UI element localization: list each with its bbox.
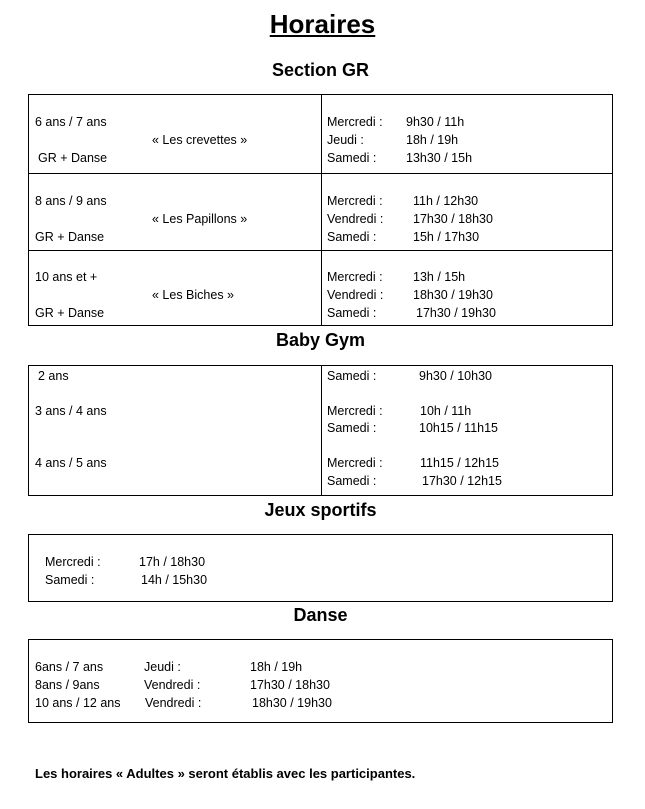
schedule-time: 17h30 / 12h15 bbox=[422, 474, 502, 488]
schedule-day: Vendredi : bbox=[145, 696, 202, 710]
schedule-day: Samedi : bbox=[45, 573, 95, 587]
age-label: 10 ans / 12 ans bbox=[35, 696, 121, 710]
schedule-time: 17h30 / 19h30 bbox=[416, 306, 496, 320]
schedule-day: Vendredi : bbox=[327, 288, 384, 302]
schedule-time: 18h30 / 19h30 bbox=[252, 696, 332, 710]
schedule-day: Samedi : bbox=[327, 230, 377, 244]
baby-gym-table bbox=[28, 365, 613, 496]
column-divider bbox=[321, 366, 322, 495]
age-label: 3 ans / 4 ans bbox=[35, 404, 107, 418]
schedule-day: Mercredi : bbox=[45, 555, 101, 569]
danse-title: Danse bbox=[293, 605, 348, 625]
schedule-time: 17h30 / 18h30 bbox=[250, 678, 330, 692]
schedule-time: 10h / 11h bbox=[420, 404, 472, 418]
schedule-day: Jeudi : bbox=[327, 133, 364, 147]
age-label: 10 ans et + bbox=[35, 270, 98, 284]
schedule-day: Vendredi : bbox=[144, 678, 201, 692]
schedule-time: 17h / 18h30 bbox=[139, 555, 206, 569]
section-gr-title: Section GR bbox=[271, 60, 369, 80]
row-divider bbox=[29, 250, 612, 251]
jeux-sportifs-title: Jeux sportifs bbox=[264, 500, 377, 520]
age-label: 8ans / 9ans bbox=[35, 678, 100, 692]
baby-gym-title: Baby Gym bbox=[275, 330, 366, 350]
schedule-time: 18h / 19h bbox=[250, 660, 303, 674]
schedule-time: 17h30 / 18h30 bbox=[413, 212, 493, 226]
section-gr-table bbox=[28, 94, 613, 326]
schedule-day: Mercredi : bbox=[327, 194, 383, 208]
group-name: « Les Papillons » bbox=[152, 212, 248, 226]
age-label: 2 ans bbox=[38, 369, 69, 383]
row-divider bbox=[29, 173, 612, 174]
age-label: 4 ans / 5 ans bbox=[35, 456, 107, 470]
schedule-time: 11h / 12h30 bbox=[413, 194, 479, 208]
activity-type: GR + Danse bbox=[35, 306, 105, 320]
schedule-time: 18h / 19h bbox=[406, 133, 459, 147]
schedule-day: Jeudi : bbox=[144, 660, 181, 674]
group-name: « Les crevettes » bbox=[152, 133, 248, 147]
schedule-day: Mercredi : bbox=[327, 404, 383, 418]
schedule-day: Samedi : bbox=[327, 474, 377, 488]
schedule-day: Samedi : bbox=[327, 421, 377, 435]
activity-type: GR + Danse bbox=[35, 230, 105, 244]
schedule-day: Mercredi : bbox=[327, 115, 383, 129]
schedule-day: Samedi : bbox=[327, 306, 377, 320]
group-name: « Les Biches » bbox=[152, 288, 234, 302]
schedule-day: Samedi : bbox=[327, 151, 377, 165]
schedule-day: Vendredi : bbox=[327, 212, 384, 226]
schedule-time: 9h30 / 10h30 bbox=[419, 369, 492, 383]
schedule-time: 10h15 / 11h15 bbox=[419, 421, 499, 435]
danse-table bbox=[28, 639, 613, 723]
column-divider bbox=[321, 95, 322, 325]
schedule-time: 9h30 / 11h bbox=[406, 115, 465, 129]
schedule-time: 15h / 17h30 bbox=[413, 230, 480, 244]
schedule-time: 11h15 / 12h15 bbox=[420, 456, 500, 470]
schedule-day: Samedi : bbox=[327, 369, 377, 383]
schedule-day: Mercredi : bbox=[327, 456, 383, 470]
footer-note: Les horaires « Adultes » seront établis avec les participantes. bbox=[35, 766, 416, 781]
activity-type: GR + Danse bbox=[38, 151, 108, 165]
schedule-time: 18h30 / 19h30 bbox=[413, 288, 493, 302]
age-label: 6ans / 7 ans bbox=[35, 660, 104, 674]
schedule-day: Mercredi : bbox=[327, 270, 383, 284]
page-title: Horaires bbox=[269, 9, 376, 39]
jeux-sportifs-table bbox=[28, 534, 613, 602]
age-label: 6 ans / 7 ans bbox=[35, 115, 107, 129]
schedule-time: 14h / 15h30 bbox=[141, 573, 208, 587]
schedule-time: 13h / 15h bbox=[413, 270, 466, 284]
schedule-time: 13h30 / 15h bbox=[406, 151, 473, 165]
age-label: 8 ans / 9 ans bbox=[35, 194, 107, 208]
